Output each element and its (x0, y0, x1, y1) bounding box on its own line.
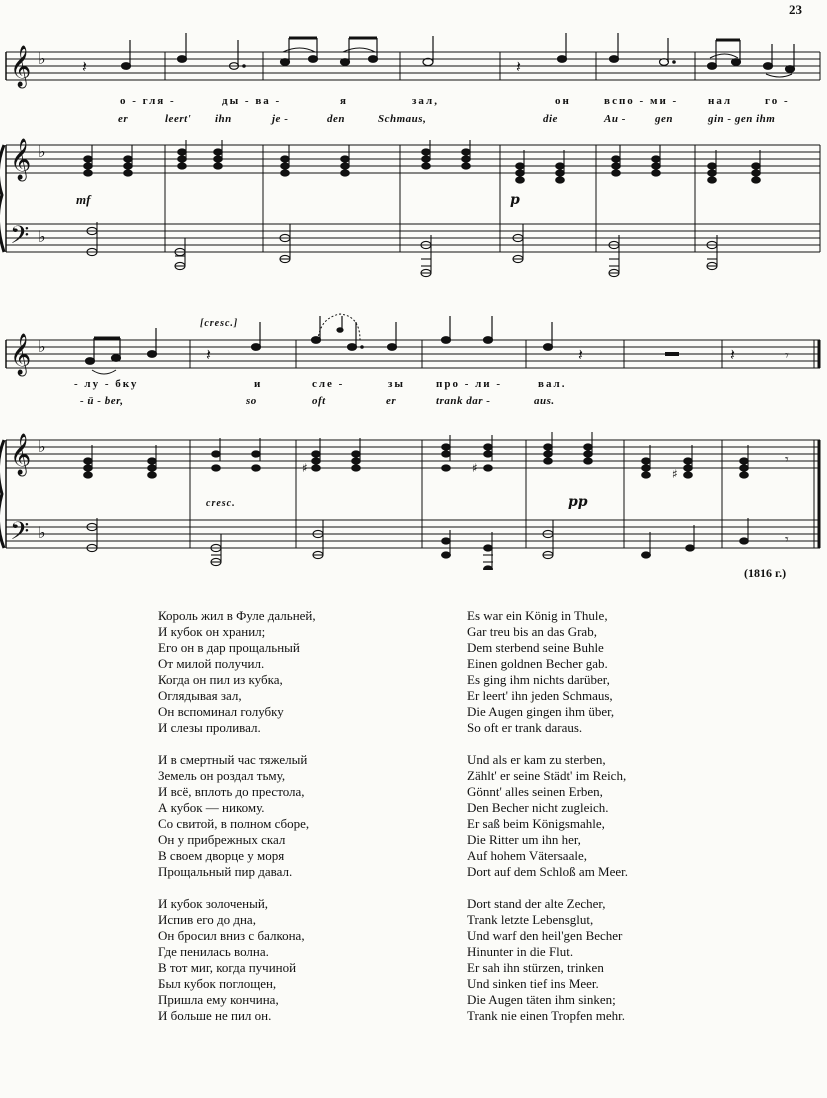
poem-line: Прощальный пир давал. (158, 864, 293, 879)
poem-german (467, 608, 628, 1040)
poem-line: Был кубок поглощен, (158, 976, 277, 991)
lyric-ru: зал, (412, 95, 439, 107)
poem-line: Trank letzte Lebensglut, (467, 912, 594, 927)
lyric-de: Au - (604, 113, 626, 125)
lyric-ru: го - (765, 95, 790, 107)
poem-line: А кубок — никому. (158, 800, 265, 815)
dynamic-cresc: cresc. (206, 498, 236, 509)
svg-text:♭: ♭ (38, 437, 46, 456)
svg-text:𝄢: 𝄢 (10, 221, 30, 256)
poem-line: И больше не пил он. (158, 1008, 272, 1023)
poem-line: Пришла ему кончина, (158, 992, 279, 1007)
lyric-de: - ü - ber, (80, 395, 124, 407)
poem-line: Zählt' er seine Städt' im Reich, (467, 768, 627, 783)
poem-line: Он у прибрежных скал (158, 832, 286, 847)
lyric-de: Schmaus, (378, 113, 427, 125)
stanza (158, 608, 316, 736)
page-number: 23 (789, 2, 802, 17)
lyric-de: so (246, 395, 257, 407)
svg-text:♯: ♯ (672, 467, 678, 481)
poem-line: И в смертный час тяжелый (158, 752, 308, 767)
poem-line: Со свитой, в полном сборе, (158, 816, 310, 831)
cresc-bracket: [cresc.] (200, 318, 239, 329)
poem-line: И всё, вплоть до престола, (158, 784, 305, 799)
svg-text:𝄽: 𝄽 (516, 57, 521, 76)
svg-text:𝄽: 𝄽 (578, 345, 583, 364)
svg-text:♭: ♭ (38, 227, 46, 246)
dynamic-mf: mf (76, 192, 91, 207)
poem-line: Земель он роздал тьму, (158, 768, 286, 783)
stanza (158, 896, 316, 1024)
lyric-ru: нал (708, 95, 733, 107)
poem-line: И кубок золоченый, (158, 896, 269, 911)
lyric-de: gin - gen ihm (708, 113, 776, 125)
lyric-ru: он (555, 95, 571, 107)
svg-text:𝄽: 𝄽 (730, 345, 735, 364)
poem-line: Die Ritter um ihn her, (467, 832, 581, 847)
lyric-de: den (327, 113, 345, 125)
poem-line: Auf hohem Vätersaale, (467, 848, 587, 863)
lyric-de: je - (272, 113, 289, 125)
poem-line: Die Augen gingen ihm über, (467, 704, 615, 719)
lyric-de: leert' (165, 113, 192, 125)
lyric-de: oft (312, 395, 326, 407)
poem-line: Und warf den heil'gen Becher (467, 928, 623, 943)
stanza (467, 752, 628, 880)
poem-line: Er sah ihn stürzen, trinken (467, 960, 604, 975)
svg-text:𝄞: 𝄞 (10, 334, 32, 375)
poem-line: Die Augen täten ihm sinken; (467, 992, 616, 1007)
poem-line: Es ging ihm nichts darüber, (467, 672, 610, 687)
poem-line: Gönnt' alles seinen Erben, (467, 784, 603, 799)
svg-text:𝄾: 𝄾 (785, 348, 789, 364)
dynamic-p: p (510, 192, 520, 208)
svg-text:𝄽: 𝄽 (206, 345, 211, 364)
lyric-ru: и (254, 378, 263, 390)
poem-line: Dort auf dem Schloß am Meer. (467, 864, 629, 879)
lyric-de: er (118, 113, 129, 125)
poem-line: Einen goldnen Becher gab. (467, 656, 608, 671)
stanza (467, 608, 628, 736)
poem-line: Он бросил вниз с балкона, (158, 928, 305, 943)
poem-line: Когда он пил из кубка, (158, 672, 283, 687)
poem-line: Und als er kam zu sterben, (467, 752, 606, 767)
lyric-de: die (543, 113, 558, 125)
poem-line: Hinunter in die Flut. (467, 944, 574, 959)
poem-line: Dort stand der alte Zecher, (467, 896, 606, 911)
poem-line: От милой получил. (158, 656, 265, 671)
poem-russian (158, 608, 316, 1040)
lyric-ru: ды - ва - (222, 95, 282, 107)
poem-line: В своем дворце у моря (158, 848, 285, 863)
lyric-de: er (386, 395, 397, 407)
svg-text:♯: ♯ (302, 461, 308, 475)
lyric-ru: я (340, 95, 348, 107)
stanza (158, 752, 316, 880)
dynamic-pp: pp (568, 494, 588, 510)
svg-text:𝄞: 𝄞 (10, 139, 32, 180)
svg-text:♭: ♭ (38, 49, 46, 68)
poem-line: Und sinken tief ins Meer. (467, 976, 599, 991)
poem-line: В тот миг, когда пучиной (158, 960, 297, 975)
svg-text:𝄽: 𝄽 (82, 57, 87, 76)
lyric-ru: вспо - ми - (604, 95, 679, 107)
poem-line: Er leert' ihn jeden Schmaus, (467, 688, 613, 703)
lyric-de: gen (655, 113, 673, 125)
lyric-de: ihn (215, 113, 232, 125)
lyric-ru: сле - (312, 378, 345, 390)
poem-line: Den Becher nicht zugleich. (467, 800, 609, 815)
lyric-ru: зы (388, 378, 406, 390)
svg-text:♯: ♯ (472, 461, 478, 475)
score-system-2 (0, 300, 827, 570)
poem-line: И кубок он хранил; (158, 624, 266, 639)
svg-text:♭: ♭ (38, 337, 46, 356)
poem-line: Trank nie einen Tropfen mehr. (467, 1008, 626, 1023)
poem-line: So oft er trank daraus. (467, 720, 583, 735)
svg-text:♭: ♭ (38, 142, 46, 161)
poem-line: Gar treu bis an das Grab, (467, 624, 597, 639)
score-system-1 (0, 0, 827, 300)
composition-year: (1816 г.) (744, 566, 787, 580)
poem-line: Dem sterbend seine Buhle (467, 640, 604, 655)
svg-text:𝄞: 𝄞 (10, 46, 32, 87)
lyric-ru: - лу - бку (74, 378, 139, 390)
poem-line: Где пенилась волна. (158, 944, 269, 959)
poem-line: Er saß beim Königsmahle, (467, 816, 605, 831)
poem-line: Король жил в Фуле дальней, (158, 608, 316, 623)
poem-line: Испив его до дна, (158, 912, 256, 927)
poem-line: И слезы проливал. (158, 720, 261, 735)
poem-line: Оглядывая зал, (158, 688, 242, 703)
svg-text:♭: ♭ (38, 523, 46, 542)
svg-text:𝄞: 𝄞 (10, 434, 32, 475)
poem-line: Его он в дар прощальный (158, 640, 300, 655)
stanza (467, 896, 628, 1024)
svg-text:𝄾: 𝄾 (785, 532, 789, 548)
lyric-de: trank dar - (436, 395, 491, 407)
lyric-ru: вал. (538, 378, 567, 390)
poem-line: Es war ein König in Thule, (467, 608, 608, 623)
lyric-ru: про - ли - (436, 378, 503, 390)
poem-line: Он вспоминал голубку (158, 704, 284, 719)
svg-text:𝄢: 𝄢 (10, 517, 30, 552)
svg-text:𝄾: 𝄾 (785, 452, 789, 468)
lyric-de: aus. (534, 395, 555, 407)
lyric-ru: о - гля - (120, 95, 176, 107)
